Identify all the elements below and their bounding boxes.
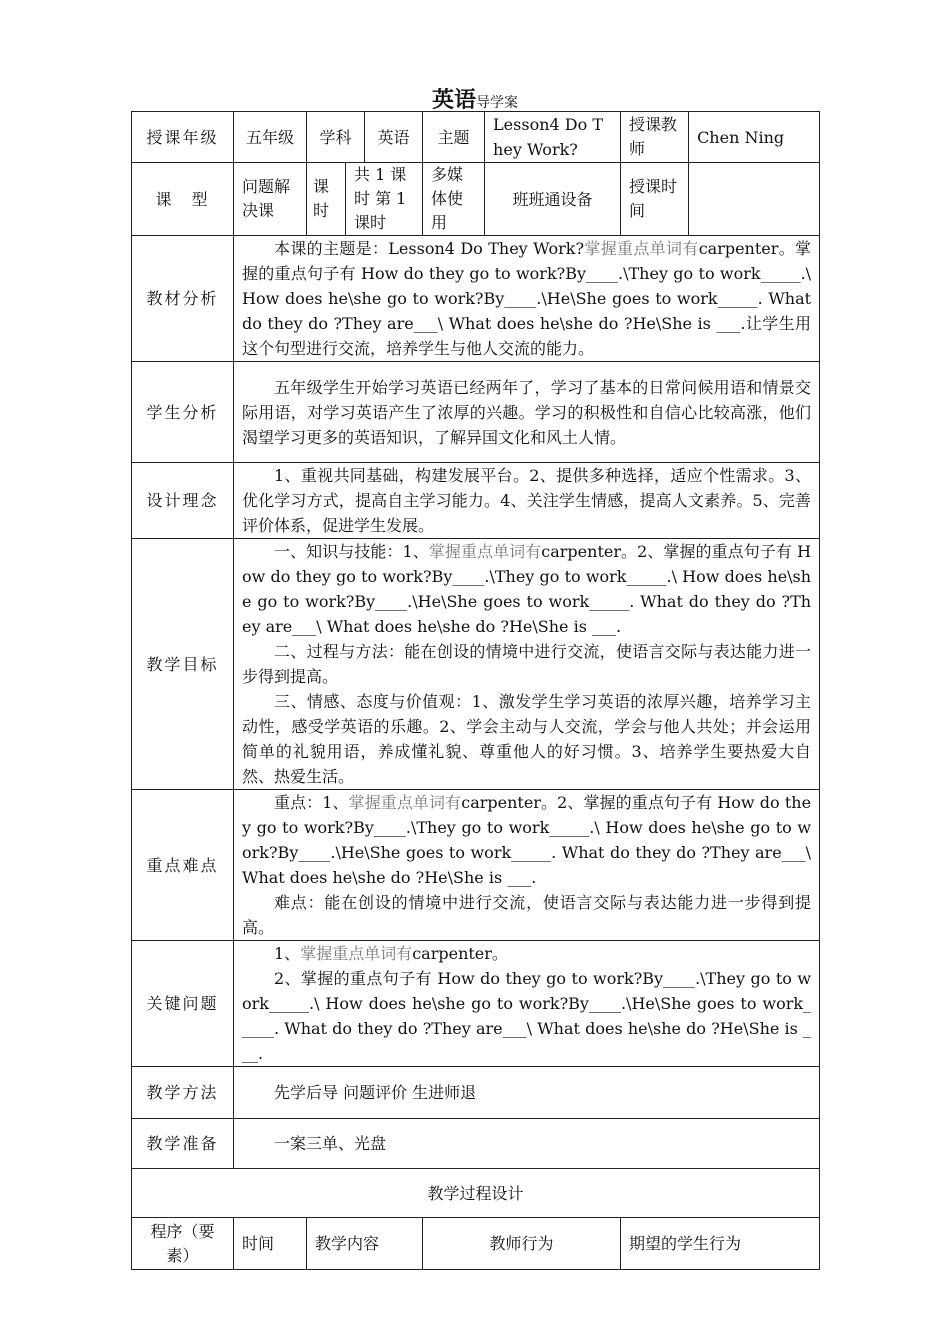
- analysis-sentences: carpenter。掌握的重点句子有 How do they go to work?By____.\They go to work_____.\ How does he\she go to work?By____.\He\She goes to work_____. What do they do ?They are___\ What does he\she do ?He\She is ___.让学生用这个句型进行交流，培养学生与他人交流的能力。: [242, 239, 812, 358]
- student-paragraph: 五年级学生开始学习英语已经两年了，学习了基本的日常问候用语和情景交际用语，对学习英语产生了浓厚的兴趣。学习的积极性和自信心比较高涨，他们渴望学习更多的英语知识，了解异国文化和风土人情。: [242, 377, 812, 447]
- prep-value: 一案三单、光盘: [274, 1134, 387, 1153]
- grade-label: 授课年级: [132, 112, 234, 163]
- goals-key-words: 掌握重点单词有: [428, 542, 542, 561]
- goals-process: 二、过程与方法：能在创设的情境中进行交流，使语言交际与表达能力进一步得到提高。: [242, 642, 812, 686]
- process-col-content: 教学内容: [307, 1218, 423, 1270]
- time-value: [689, 163, 820, 236]
- process-columns-row: [132, 1218, 820, 1270]
- student-label: 学生分析: [132, 362, 234, 463]
- analysis-row: [132, 236, 820, 362]
- analysis-content: [234, 236, 820, 362]
- key-key-words: 掌握重点单词有: [348, 793, 462, 812]
- type-value: 问题解决课: [234, 163, 307, 236]
- process-col-step: 程序（要素）: [132, 1218, 234, 1270]
- process-col-time: 时间: [234, 1218, 307, 1270]
- title-sub: 导学案: [476, 95, 518, 111]
- process-col-student: 期望的学生行为: [621, 1218, 820, 1270]
- prep-label: 教学准备: [132, 1119, 234, 1169]
- analysis-label: 教材分析: [132, 236, 234, 362]
- method-content: [234, 1067, 820, 1119]
- goals-knowledge-prefix: 一、知识与技能：1、: [274, 542, 429, 561]
- hours-label: 课时: [307, 163, 346, 236]
- problem-key-words: 掌握重点单词有: [300, 944, 413, 963]
- prep-row: [132, 1119, 820, 1169]
- design-label: 设计理念: [132, 463, 234, 539]
- key-label: 重点难点: [132, 790, 234, 941]
- key-sentences: carpenter。2、掌握的重点句子有 How do they go to work?By____.\They go to work_____.\ How does he\she go to work?By____.\He\She goes to work_____. What do they do ?They are___\ What does he\she do ?He\She is ___.: [242, 793, 812, 887]
- problem-word: carpenter。: [412, 944, 508, 963]
- student-row: [132, 362, 820, 463]
- analysis-paragraph: [242, 236, 811, 361]
- media-label: 多媒体使用: [423, 163, 485, 236]
- hours-value: 共 1 课时 第 1 课时: [346, 163, 423, 236]
- key-difficulty: 难点：能在创设的情境中进行交流，使语言交际与表达能力进一步得到提高。: [242, 893, 812, 937]
- teacher-label: 授课教师: [621, 112, 689, 163]
- topic-value: Lesson4 Do They Work?: [485, 112, 621, 163]
- problem-label: 关键问题: [132, 941, 234, 1067]
- method-value: 先学后导 问题评价 生进师退: [274, 1083, 477, 1102]
- key-focus-prefix: 重点：1、: [274, 793, 349, 812]
- analysis-topic: 本课的主题是：Lesson4 Do They Work?: [274, 239, 585, 258]
- goals-knowledge: [242, 539, 811, 639]
- goals-row: [132, 539, 820, 790]
- title-main: 英语: [431, 87, 476, 113]
- header-row-2: [132, 163, 820, 236]
- grade-value: 五年级: [234, 112, 307, 163]
- goals-emotion: 三、情感、态度与价值观：1、激发学生学习英语的浓厚兴趣，培养学习主动性，感受学英语的乐趣。2、学会主动与人交流，学会与他人共处；并会运用简单的礼貌用语，养成懂礼貌、尊重他人的好习惯。3、培养学生要热爱大自然、热爱生活。: [242, 692, 812, 786]
- header-row-1: [132, 112, 820, 163]
- goals-label: 教学目标: [132, 539, 234, 790]
- process-heading-row: [132, 1169, 820, 1218]
- key-content: [234, 790, 820, 941]
- lesson-plan-table: [131, 111, 820, 1270]
- type-label: 课 型: [132, 163, 234, 236]
- media-value: 班班通设备: [485, 163, 621, 236]
- problem-item-1-prefix: 1、: [274, 944, 301, 963]
- student-content: [234, 362, 820, 463]
- goals-content: [234, 539, 820, 790]
- design-paragraph: 1、重视共同基础，构建发展平台。2、提供多种选择，适应个性需求。3、优化学习方式，提高自主学习能力。4、关注学生情感，提高人文素养。5、完善评价体系，促进学生发展。: [242, 466, 812, 535]
- process-col-teacher: 教师行为: [423, 1218, 621, 1270]
- goals-sentences: carpenter。2、掌握的重点句子有 How do they go to work?By____.\They go to work_____.\ How does he\she go to work?By____.\He\She goes to work_____. What do they do ?They are___\ What does he\she do ?He\She is ___.: [242, 542, 812, 636]
- problem-row: [132, 941, 820, 1067]
- key-row: [132, 790, 820, 941]
- design-content: [234, 463, 820, 539]
- subject-value: 英语: [365, 112, 423, 163]
- key-focus: [242, 790, 811, 890]
- time-label: 授课时间: [621, 163, 689, 236]
- analysis-key-words: 掌握重点单词有: [584, 239, 699, 258]
- design-row: [132, 463, 820, 539]
- teacher-value: Chen Ning: [689, 112, 820, 163]
- method-row: [132, 1067, 820, 1119]
- problem-item-2: 2、掌握的重点句子有 How do they go to work?By____.\They go to work_____.\ How does he\she go to work?By____.\He\She goes to work_____. What do they do ?They are___\ What does he\she do ?He\She is ___.: [242, 969, 812, 1063]
- problem-item-1: [242, 941, 811, 966]
- topic-label: 主题: [423, 112, 485, 163]
- method-label: 教学方法: [132, 1067, 234, 1119]
- problem-content: [234, 941, 820, 1067]
- prep-content: [234, 1119, 820, 1169]
- process-heading: 教学过程设计: [132, 1169, 820, 1218]
- subject-label: 学科: [307, 112, 365, 163]
